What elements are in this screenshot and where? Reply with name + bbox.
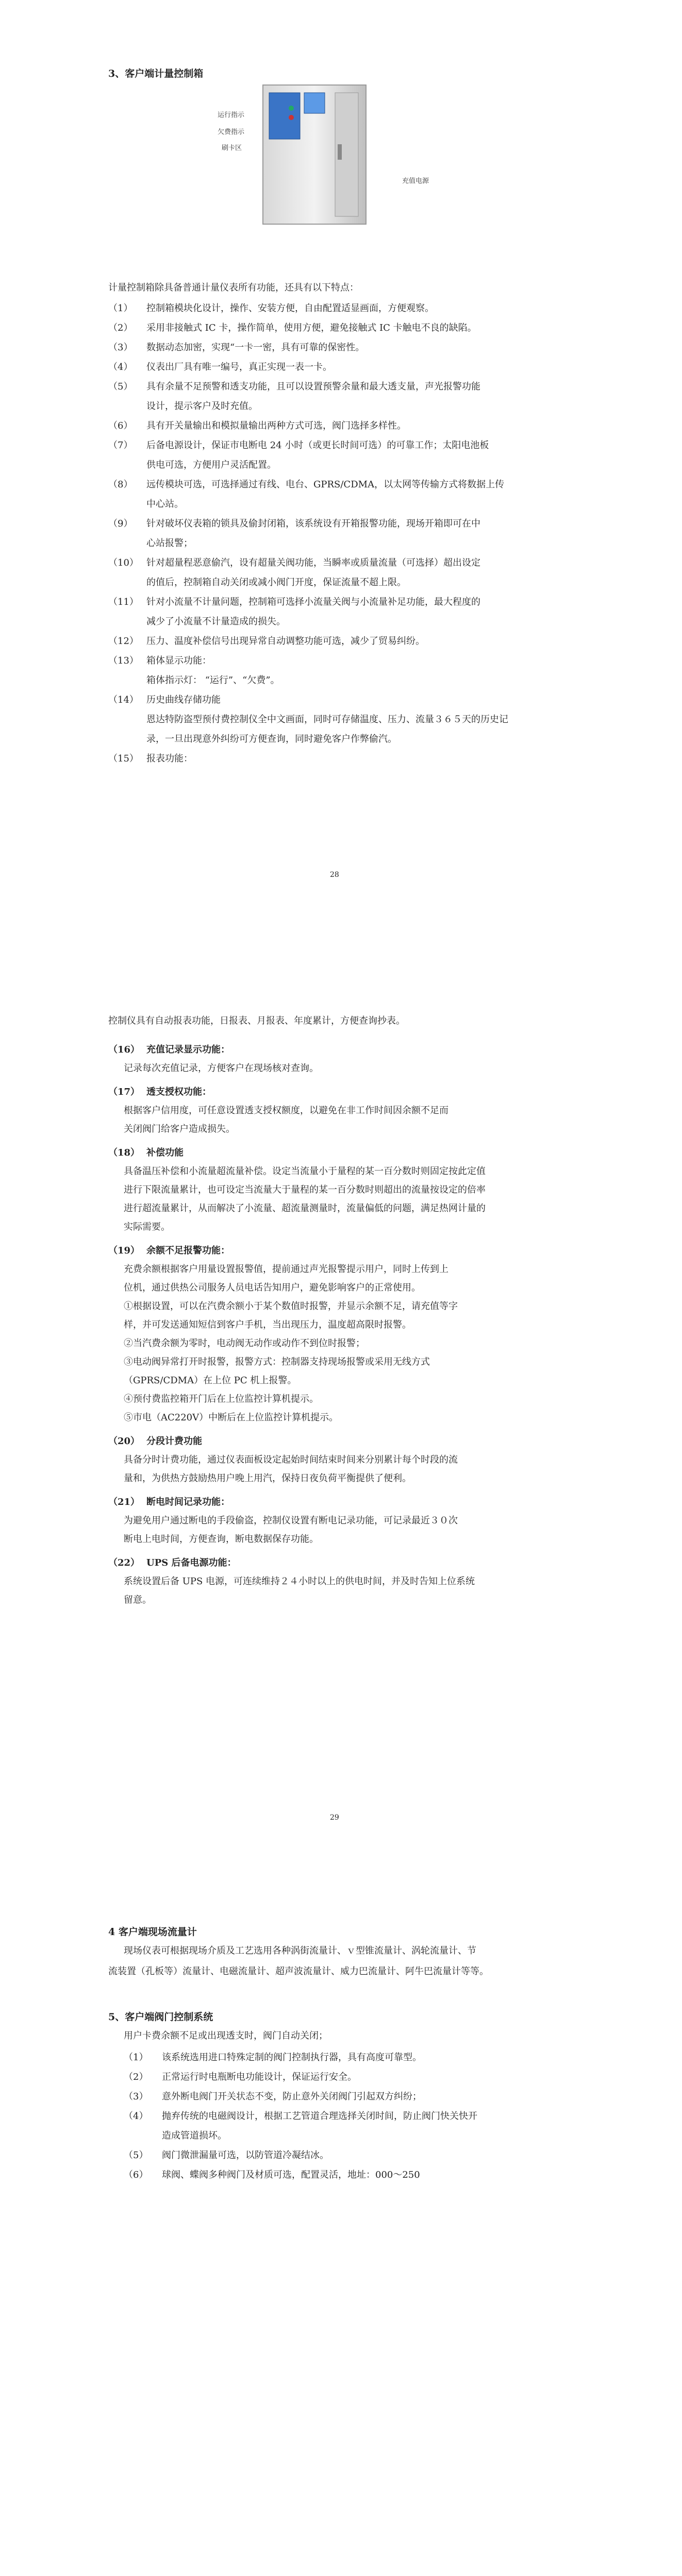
list-item-number: （2） (124, 2072, 148, 2082)
feature-line: 样，并可发送通知短信到客户手机，当出现压力，温度超高限时报警。 (124, 1319, 411, 1330)
list-item-number: （10） (108, 557, 139, 568)
section-4-line-1: 现场仪表可根据现场介质及工艺选用各种涡街流量计、ｖ型锥流量计、涡轮流量计、节 (124, 1945, 476, 1956)
list-item-number: （5） (124, 2150, 148, 2161)
feature-line: 断电上电时间，方便查询，断电数据保存功能。 (124, 1534, 319, 1545)
list-item (108, 377, 572, 397)
list-item-text: 采用非接触式 IC 卡，操作简单，使用方便，避免接触式 IC 卡触电不良的缺陷。 (146, 323, 477, 333)
list-item (108, 690, 572, 710)
page-number-29: 29 (330, 1814, 339, 1822)
feature-line: 关闭阀门给客户造成损失。 (124, 1124, 235, 1134)
section-5-list (124, 2048, 588, 2185)
feature-heading (108, 1083, 572, 1101)
list-item (108, 475, 572, 495)
list-item-text: 抛弃传统的电磁阀设计，根据工艺管道合理选择关闭时间，防止阀门快关快开 (162, 2111, 477, 2122)
list-item (108, 534, 572, 553)
feature-title: 透支授权功能： (146, 1087, 211, 1097)
list-item-text: 减少了小流量不计量造成的损失。 (146, 616, 286, 627)
feature-line: 充费余额根据客户用量设置报警值，提前通过声光报警提示用户，同时上传到上 (124, 1264, 448, 1275)
list-item-text: 箱体指示灯： “运行”、“欠费”。 (146, 675, 280, 686)
list-item-text: 历史曲线存储功能 (146, 694, 221, 705)
feature-number: （16） (108, 1044, 140, 1055)
list-item-text: 箱体显示功能： (146, 655, 211, 666)
feature-heading (108, 1242, 572, 1260)
list-item-text: 该系统选用进口特殊定制的阀门控制执行器，具有高度可靠型。 (162, 2052, 422, 2063)
list-item (124, 2126, 588, 2146)
list-item (108, 318, 572, 338)
feature-title: UPS 后备电源功能： (146, 1557, 237, 1568)
list-item-text: 针对破坏仪表箱的锁具及偷封闭箱，该系统设有开箱报警功能，现场开箱即可在中 (146, 518, 480, 529)
list-item (108, 592, 572, 612)
list-item-text: 针对超量程恶意偷汽，设有超量关阀功能，当瞬率或质量流量（可选择）超出设定 (146, 557, 480, 568)
list-item-text: 仪表出厂具有唯一编号，真正实现一表一卡。 (146, 362, 332, 372)
feature-line: 系统设置后备 UPS 电源，可连续维持２４小时以上的供电时间，并及时告知上位系统 (124, 1576, 475, 1587)
list-item-number: （7） (108, 440, 133, 451)
feature-line: ③电动阀异常打开时报警，报警方式：控制器支持现场报警或采用无线方式 (124, 1357, 430, 1367)
list-item-text: 球阀、蝶阀多种阀门及材质可选，配置灵活，地址：000～250 (162, 2170, 420, 2180)
list-item-text: 针对小流量不计量问题，控制箱可选择小流量关阀与小流量补足功能，最大程度的 (146, 597, 480, 607)
list-item-number: （1） (124, 2052, 148, 2063)
list-item-text: 的值后，控制箱自动关闭或减小阀门开度，保证流量不超上限。 (146, 577, 406, 588)
section-4-line-2: 流装置（孔板等）流量计、电磁流量计、超声波流量计、威力巴流量计、阿牛巴流量计等等。 (108, 1966, 489, 1977)
feature-title: 余额不足报警功能： (146, 1245, 230, 1256)
callout-run: 运行指示 (218, 111, 245, 119)
feature-line: 为避免用户通过断电的手段偷盗，控制仪设置有断电记录功能，可记录最近３０次 (124, 1515, 458, 1526)
mid-lead: 控制仪具有自动报表功能，日报表、月报表、年度累计，方便查询抄表。 (108, 1015, 405, 1026)
feature-heading (108, 1493, 572, 1512)
feature-title: 断电时间记录功能： (146, 1497, 230, 1507)
page-number-28: 28 (330, 871, 339, 879)
list-item (108, 671, 572, 690)
list-item-number: （13） (108, 655, 139, 666)
list-item (108, 495, 572, 514)
feature-line: （GPRS/CDMA）在上位 PC 机上报警。 (124, 1375, 297, 1386)
feature-line: 具备温压补偿和小流量超流量补偿。设定当流量小于量程的某一百分数时则固定按此定值 (124, 1166, 486, 1177)
feature-number: （20） (108, 1436, 140, 1447)
feature-number: （22） (108, 1557, 140, 1568)
feature-line: 具备分时计费功能，通过仪表面板设定起始时间结束时间来分别累计每个时段的流 (124, 1454, 458, 1465)
section-5-intro: 用户卡费余额不足或出现透支时，阀门自动关闭； (124, 2030, 328, 2041)
feature-line: 进行超流量累计，从而解决了小流量、超流量测量时，流量偏低的问题，满足热网计量的 (124, 1203, 486, 1214)
list-item-number: （6） (124, 2170, 148, 2180)
list-item (108, 749, 572, 769)
list-item-text: 设计，提示客户及时充值。 (146, 401, 258, 412)
feature-heading (108, 1041, 572, 1059)
list-item-number: （14） (108, 694, 139, 705)
feature-number: （21） (108, 1497, 140, 1507)
feature-heading (108, 1432, 572, 1451)
feature-line: 进行下限流量累计，也可设定当流量大于量程的某一百分数时则超出的流量按设定的倍率 (124, 1184, 486, 1195)
list-item (108, 358, 572, 377)
feature-line: 位机，通过供热公司服务人员电话告知用户，避免影响客户的正常使用。 (124, 1282, 421, 1293)
list-item (108, 632, 572, 651)
list-item-number: （11） (108, 597, 139, 607)
control-cabinet-image-svg (258, 82, 376, 229)
list-item (124, 2146, 588, 2165)
list-item-text: 录，一旦出现意外纠纷可方便查询，同时避免客户作弊偷汽。 (146, 734, 397, 744)
list-item (108, 338, 572, 358)
callout-under: 欠费指示 (218, 128, 245, 136)
list-item (108, 416, 572, 436)
list-item (108, 553, 572, 573)
section-3-list (108, 299, 572, 769)
list-item (124, 2067, 588, 2087)
feature-heading (108, 1144, 572, 1162)
feature-title: 分段计费功能 (146, 1436, 202, 1447)
feature-line: ⑤市电（AC220V）中断后在上位监控计算机提示。 (124, 1412, 339, 1423)
list-item-number: （6） (108, 420, 133, 431)
feature-line: 留意。 (124, 1595, 152, 1605)
feature-line: ①根据设置，可以在汽费余额小于某个数值时报警，并显示余额不足，请充值等字 (124, 1301, 458, 1312)
list-item (108, 514, 572, 534)
mid-blocks (108, 1036, 572, 1609)
section-3-intro: 计量控制箱除具备普通计量仪表所有功能，还具有以下特点： (108, 282, 359, 293)
feature-title: 补偿功能 (146, 1147, 184, 1158)
list-item-text: 具有开关量输出和模拟量输出两种方式可选，阀门选择多样性。 (146, 420, 406, 431)
list-item-number: （3） (108, 342, 133, 353)
list-item-text: 控制箱模块化设计，操作、安装方便，自由配置适显画面，方便观察。 (146, 303, 434, 314)
list-item (108, 299, 572, 318)
list-item-text: 阀门微泄漏量可选，以防管道冷凝结冰。 (162, 2150, 329, 2161)
list-item-text: 造成管道损坏。 (162, 2130, 227, 2141)
control-cabinet-image (258, 82, 376, 229)
feature-line: ②当汽费余额为零时，电动阀无动作或动作不到位时报警； (124, 1338, 365, 1349)
list-item-text: 数据动态加密，实现“一卡一密，具有可靠的保密性。 (146, 342, 365, 353)
feature-line: 量和，为供热方鼓励热用户晚上用汽，保持日夜负荷平衡提供了便利。 (124, 1473, 411, 1484)
feature-line: ④预付费监控箱开门后在上位监控计算机提示。 (124, 1394, 319, 1404)
list-item (108, 573, 572, 592)
list-item-text: 中心站。 (146, 499, 184, 510)
list-item-number: （5） (108, 381, 133, 392)
section-3-title: 3、客户端计量控制箱 (108, 68, 204, 79)
list-item (108, 730, 572, 749)
list-item-text: 远传模块可选，可选择通过有线、电台、GPRS/CDMA，以太网等传输方式将数据上传 (146, 479, 505, 490)
section-4-title: 4 客户端现场流量计 (108, 1926, 197, 1938)
list-item-text: 具有余量不足预警和透支功能，且可以设置预警余量和最大透支量，声光报警功能 (146, 381, 480, 392)
feature-number: （17） (108, 1087, 140, 1097)
feature-number: （19） (108, 1245, 140, 1256)
list-item-number: （12） (108, 636, 139, 647)
list-item (124, 2087, 588, 2107)
feature-line: 记录每次充值记录，方便客户在现场核对查询。 (124, 1063, 319, 1074)
feature-line: 根据客户信用度，可任意设置透支授权额度，以避免在非工作时间因余额不足而 (124, 1105, 448, 1116)
list-item-text: 后备电源设计，保证市电断电 24 小时（或更长时间可选）的可靠工作；太阳电池板 (146, 440, 489, 451)
list-item-text: 意外断电阀门开关状态不变，防止意外关闭阀门引起双方纠纷； (162, 2091, 422, 2102)
list-item-number: （2） (108, 323, 133, 333)
list-item-number: （4） (108, 362, 133, 372)
list-item-number: （9） (108, 518, 133, 529)
list-item (124, 2048, 588, 2067)
feature-line: 实际需要。 (124, 1222, 170, 1232)
list-item-number: （15） (108, 753, 139, 764)
list-item-text: 报表功能： (146, 753, 193, 764)
callout-charge: 充值电源 (402, 177, 429, 185)
list-item (108, 436, 572, 455)
list-item (108, 710, 572, 730)
list-item-text: 正常运行时电瓶断电功能设计，保证运行安全。 (162, 2072, 357, 2082)
callout-card: 刷卡区 (222, 144, 242, 152)
list-item (124, 2165, 588, 2185)
list-item (108, 651, 572, 671)
list-item (108, 455, 572, 475)
list-item (108, 397, 572, 416)
list-item-text: 压力、温度补偿信号出现异常自动调整功能可选，减少了贸易纠纷。 (146, 636, 425, 647)
feature-number: （18） (108, 1147, 140, 1158)
list-item (124, 2107, 588, 2126)
list-item-text: 恩达特防盗型预付费控制仪全中文画面，同时可存储温度、压力、流量３６５天的历史记 (146, 714, 508, 725)
list-item-text: 心站报警； (146, 538, 193, 549)
list-item-number: （8） (108, 479, 133, 490)
list-item-text: 供电可选，方便用户灵活配置。 (146, 460, 276, 470)
section-5-title: 5、客户端阀门控制系统 (108, 2011, 213, 2023)
feature-heading (108, 1554, 572, 1572)
list-item (108, 612, 572, 632)
list-item-number: （4） (124, 2111, 148, 2122)
list-item-number: （1） (108, 303, 133, 314)
list-item-number: （3） (124, 2091, 148, 2102)
feature-title: 充值记录显示功能： (146, 1044, 230, 1055)
